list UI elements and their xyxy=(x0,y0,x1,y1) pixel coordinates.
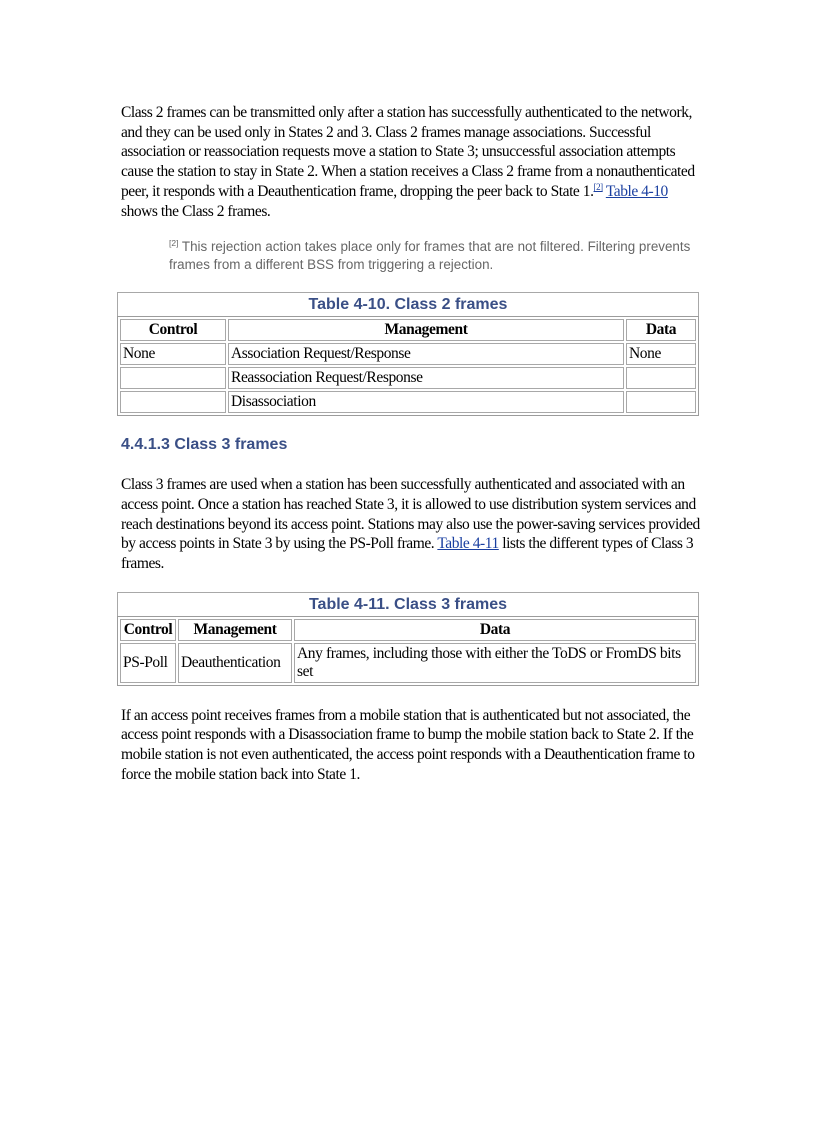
table-cell: None xyxy=(120,343,226,365)
table-cell: None xyxy=(626,343,696,365)
table-row xyxy=(120,343,696,365)
paragraph-class3-intro xyxy=(121,475,701,574)
table-cell xyxy=(626,391,696,413)
table-cell xyxy=(120,367,226,389)
document-page xyxy=(121,103,701,785)
table-row xyxy=(120,391,696,413)
table-4-10-link[interactable]: Table 4-10 xyxy=(605,182,668,200)
paragraph-text: Class 2 frames can be transmitted only after a station has successfully authenticated to the network, and they can be used only in States 2 and 3. Class 2 frames manage associations. Successful association or reassociation requests move a station to State 3; unsuccessful association attempts cause the station to stay in State 2. When a station receives a Class 2 frame from a nonauthenticated peer, it responds with a Deauthentication frame, dropping the peer back to State 1. xyxy=(121,104,695,200)
table-header-row xyxy=(120,319,696,341)
paragraph-text: shows the Class 2 frames. xyxy=(121,202,271,220)
table-cell xyxy=(120,391,226,413)
table-header-cell: Management xyxy=(228,319,624,341)
table-caption: Table 4-10. Class 2 frames xyxy=(117,292,699,316)
paragraph-class2-intro xyxy=(121,103,701,221)
paragraph-closing: If an access point receives frames from a mobile station that is authenticated but not associated, the access point responds with a Disassociation frame to bump the mobile station back to State 2. If the mobile station is not even authenticated, the access point responds with a Deauthentication frame to force the mobile station back into State 1. xyxy=(121,706,695,783)
table-cell: PS-Poll xyxy=(120,643,176,683)
table-class2-frames xyxy=(117,292,699,416)
table-row xyxy=(120,643,696,683)
table-cell: Disassociation xyxy=(228,391,624,413)
table-header-cell: Control xyxy=(120,619,176,641)
paragraph-text: lists the different types of Class 3 frames. xyxy=(121,535,694,573)
footnote xyxy=(169,238,701,274)
table-cell: Deauthentication xyxy=(178,643,292,683)
paragraph-text: Class 3 frames are used when a station has been successfully authenticated and associated with an access point. Once a station has reached State 3, it is allowed to use distribution system services and reach destinations beyond its access point. Stations may also use the power-saving services provided by access points in State 3 by using the PS-Poll frame. xyxy=(121,476,700,553)
footnote-ref-link[interactable]: [2] xyxy=(593,181,603,192)
footnote-marker: [2] xyxy=(169,238,179,249)
table-class3-frames xyxy=(117,592,699,686)
table-header-cell: Data xyxy=(626,319,696,341)
table-cell xyxy=(626,367,696,389)
table-cell: Reassociation Request/Response xyxy=(228,367,624,389)
table-row xyxy=(120,367,696,389)
table-caption: Table 4-11. Class 3 frames xyxy=(117,592,699,616)
table-cell: Any frames, including those with either the ToDS or FromDS bits set xyxy=(294,643,696,683)
footnote-text: This rejection action takes place only for frames that are not filtered. Filtering prevents frames from a different BSS from triggering a rejection. xyxy=(169,239,691,273)
section-heading: 4.4.1.3 Class 3 frames xyxy=(121,436,288,454)
table-header-cell: Management xyxy=(178,619,292,641)
table-4-11-link[interactable]: Table 4-11 xyxy=(437,535,499,553)
table-header-cell: Control xyxy=(120,319,226,341)
table-header-row xyxy=(120,619,696,641)
table-header-cell: Data xyxy=(294,619,696,641)
table-cell: Association Request/Response xyxy=(228,343,624,365)
